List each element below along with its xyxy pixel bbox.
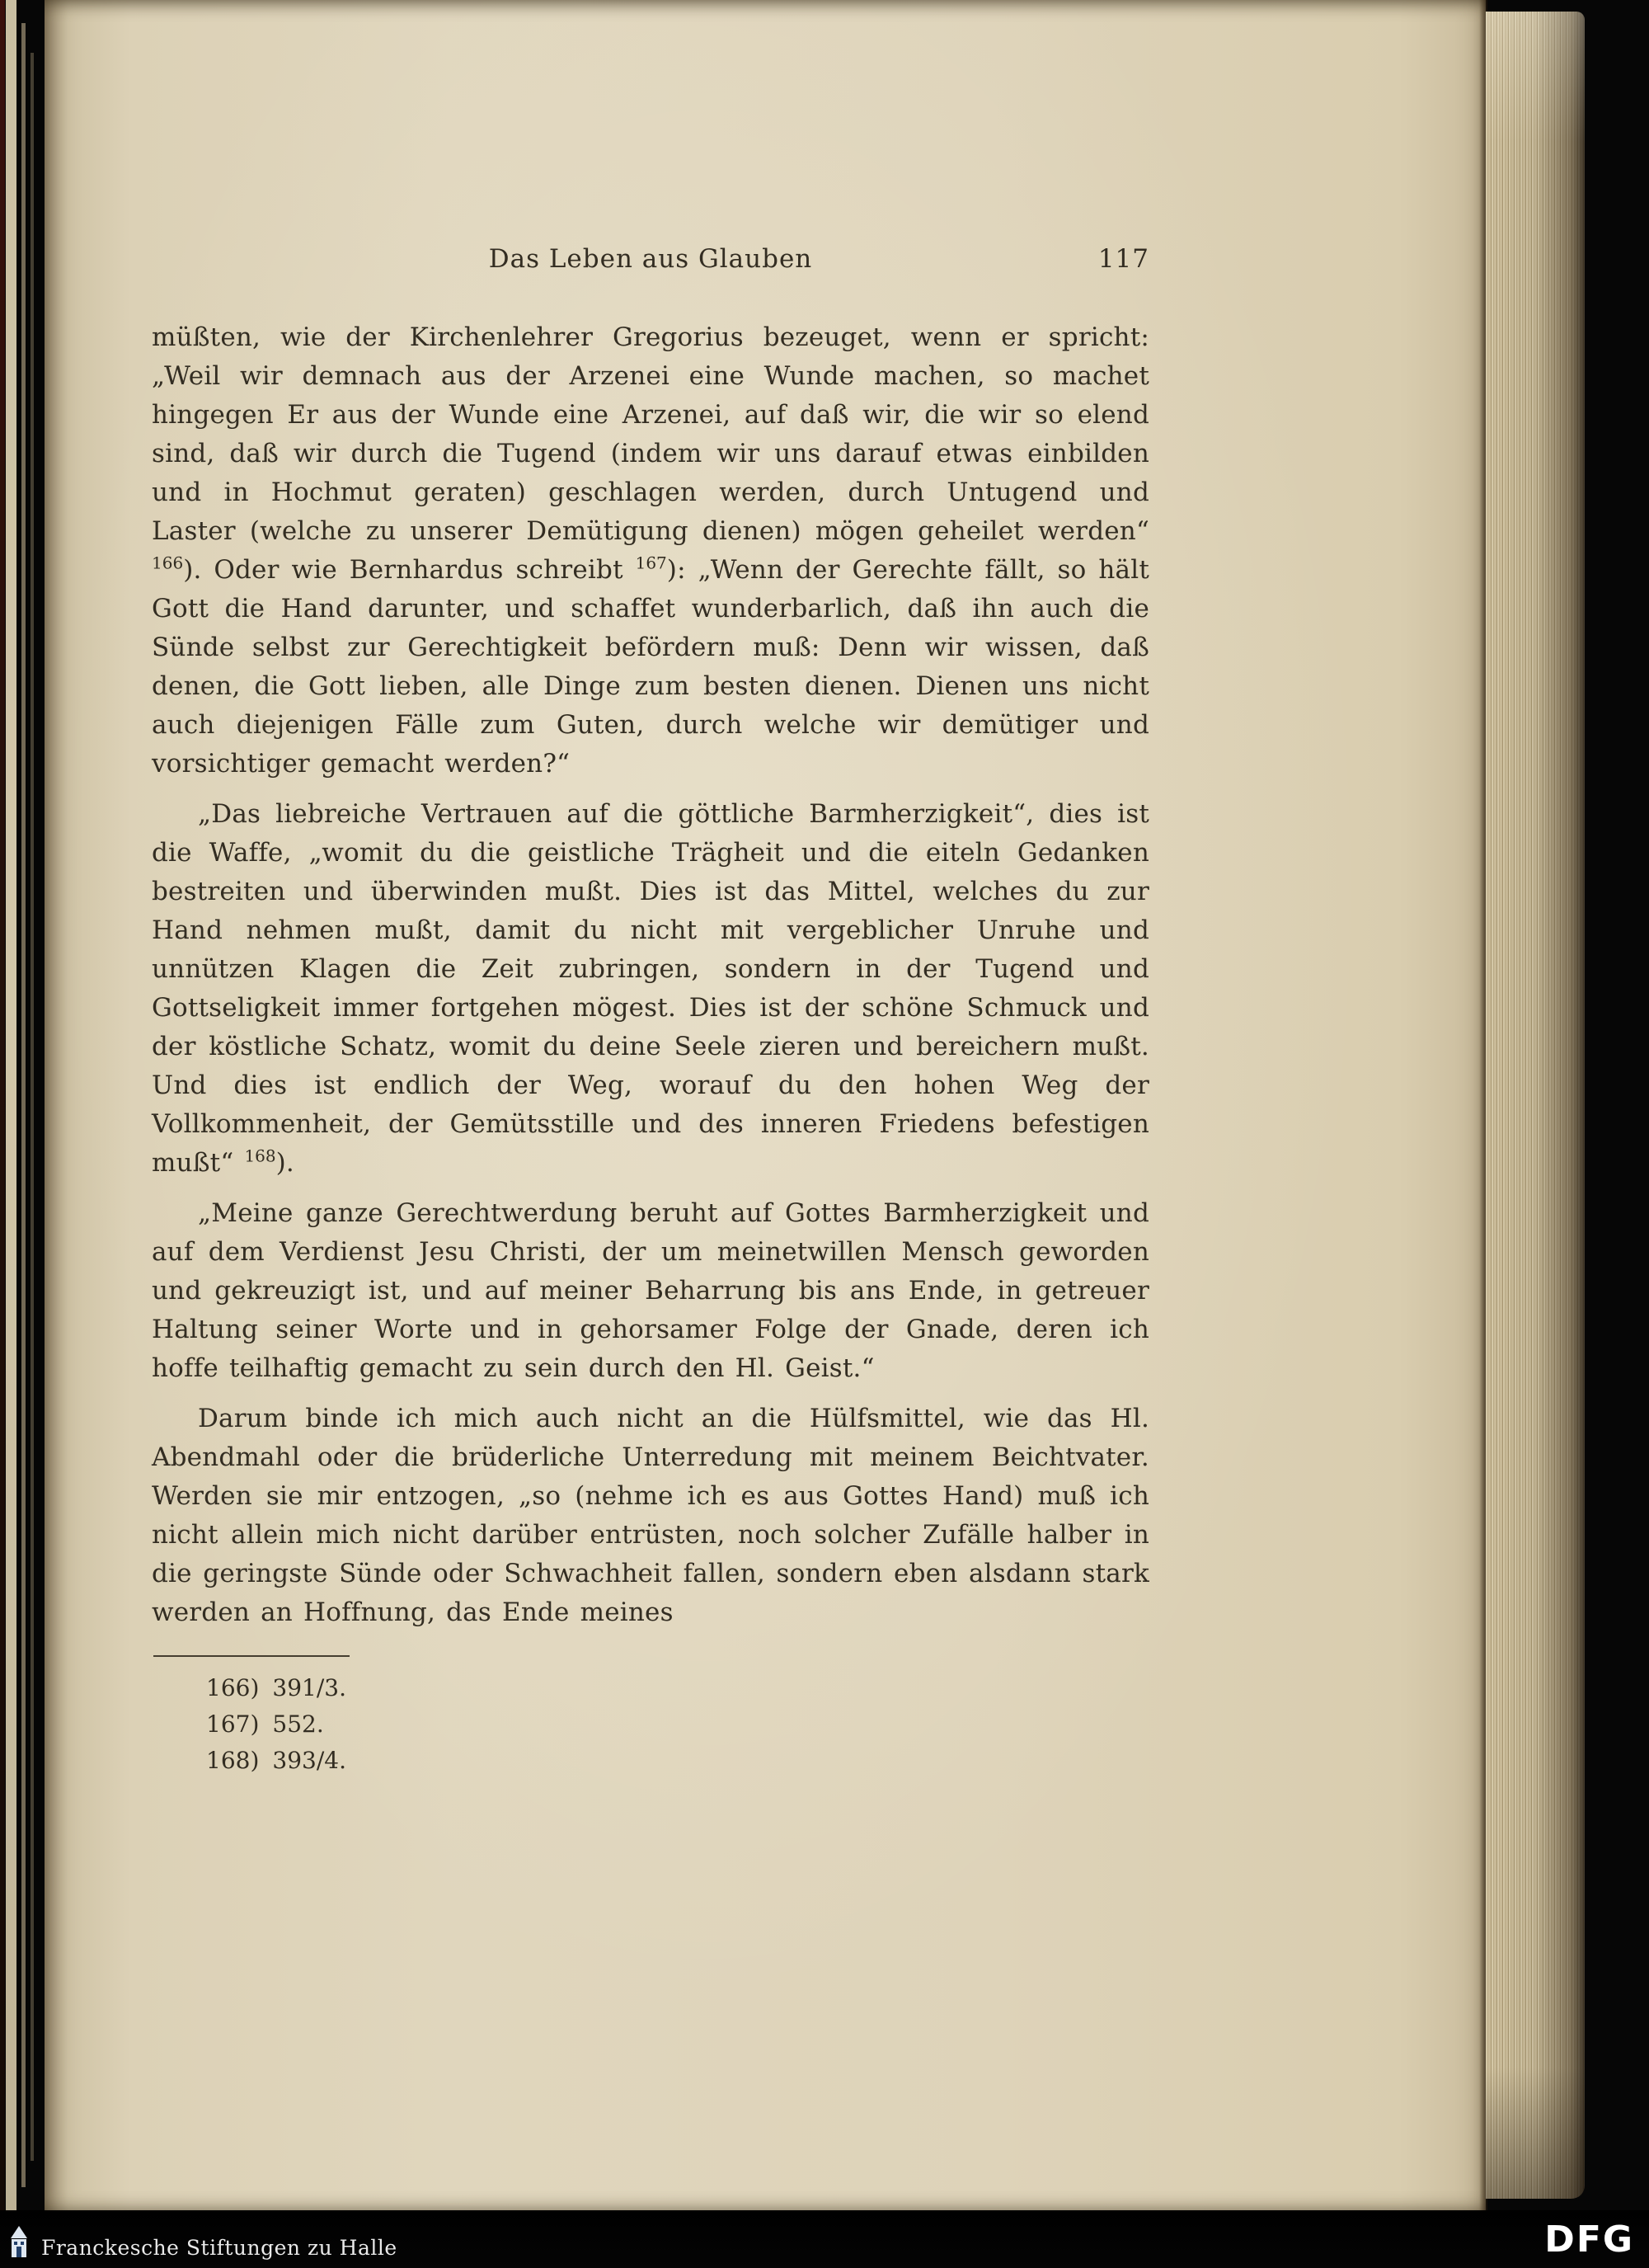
footnote-rule [153, 1655, 350, 1657]
footnote-label: 168) [206, 1747, 260, 1774]
footer-bar [0, 2210, 1649, 2268]
left-page-edge [21, 23, 26, 2187]
footnote-reference: 168 [244, 1146, 276, 1166]
footnotes [152, 1670, 1149, 1779]
footnote-reference: 166 [152, 553, 184, 573]
footnote-label: 167) [206, 1710, 260, 1738]
page-stack-edge [1486, 12, 1585, 2199]
footnote [206, 1706, 1149, 1743]
paragraph: müßten, wie der Kirchenlehrer Gregorius bezeuget, wenn er spricht: „Weil wir demnach aus der Arzenei eine Wunde machen, so machet hingegen Er aus der Wunde eine Arzenei, auf daß wir, die wir so elend sind, daß wir durch die Tugend (indem wir uns darauf etwas einbilden und in Hochmut geraten) geschlagen werden, durch Untugend und Laster (welche zu unserer Demütigung dienen) mögen geheilet werden“ $^{166}$). Oder wie Bernhardus schreibt $^{167}$): „Wenn der Gerechte fällt, so hält Gott die Hand darunter, und schaffet wunderbarlich, daß ihn auch die Sünde selbst zur Gerechtigkeit befördern muß: Denn wir wissen, daß denen, die Gott lieben, alle Dinge zum besten dienen. Dienen uns nicht auch diejenigen Fälle zum Guten, durch welche wir demütiger und vorsichtiger gemacht werden?“ [152, 322, 1149, 779]
left-page-edge [6, 0, 16, 2214]
paragraph: „Das liebreiche Vertrauen auf die göttliche Barmherzigkeit“, dies ist die Waffe, „womit du die geistliche Trägheit und die eiteln Gedanken bestreiten und überwinden mußt. Dies ist das Mittel, welches du zur Hand nehmen mußt, damit du nicht mit vergeblicher Unruhe und unnützen Klagen die Zeit zubringen, sondern in der Tugend und Gottseligkeit immer fortgehen mögest. Dies ist der schöne Schmuck und der köstliche Schatz, womit du deine Seele zieren und bereichern mußt. Und dies ist endlich der Weg, worauf du den hohen Weg der Vollkommenheit, der Gemütsstille und des inneren Friedens befestigen mußt“ $^{168}$). [152, 799, 1149, 1178]
footnote-value: 391/3. [272, 1674, 346, 1701]
footnote [206, 1670, 1149, 1706]
franckesche-stiftungen-logo-icon [8, 2225, 30, 2263]
footnote-value: 393/4. [272, 1747, 346, 1774]
paragraph: Darum binde ich mich auch nicht an die Hülfsmittel, wie das Hl. Abendmahl oder die brüderliche Unterredung mit meinem Beichtvater. Werden sie mir entzogen, „so (nehme ich es aus Gottes Hand) muß ich nicht allein mich nicht darüber entrüsten, noch solcher Zufälle halber in die geringste Sünde oder Schwachheit fallen, sondern eben alsdann stark werden an Hoffnung, das Ende meines [152, 1404, 1149, 1627]
page-number: 117 [1097, 244, 1149, 274]
body-text [152, 318, 1149, 1632]
book-cover-edge [0, 0, 5, 2214]
book-page [45, 0, 1486, 2214]
page-title: Das Leben aus Glauben [488, 244, 813, 274]
text-block [152, 244, 1149, 1779]
paragraph: „Meine ganze Gerechtwerdung beruht auf Gottes Barmherzigkeit und auf dem Verdienst Jesu Christi, der um meinetwillen Mensch geworden und gekreuzigt ist, und auf meiner Beharrung bis ans Ende, in getreuer Haltung seiner Worte und in gehorsamer Folge der Gnade, deren ich hoffe teilhaftig gemacht zu sein durch den Hl. Geist.“ [152, 1198, 1149, 1383]
dfg-logo: DFG [1544, 2219, 1634, 2261]
running-head [152, 244, 1149, 280]
library-name: Franckesche Stiftungen zu Halle [41, 2236, 397, 2260]
footnote [206, 1743, 1149, 1779]
left-page-edge [31, 53, 34, 2161]
footnote-value: 552. [272, 1710, 324, 1738]
footnote-reference: 167 [635, 553, 667, 573]
footnote-label: 166) [206, 1674, 260, 1701]
